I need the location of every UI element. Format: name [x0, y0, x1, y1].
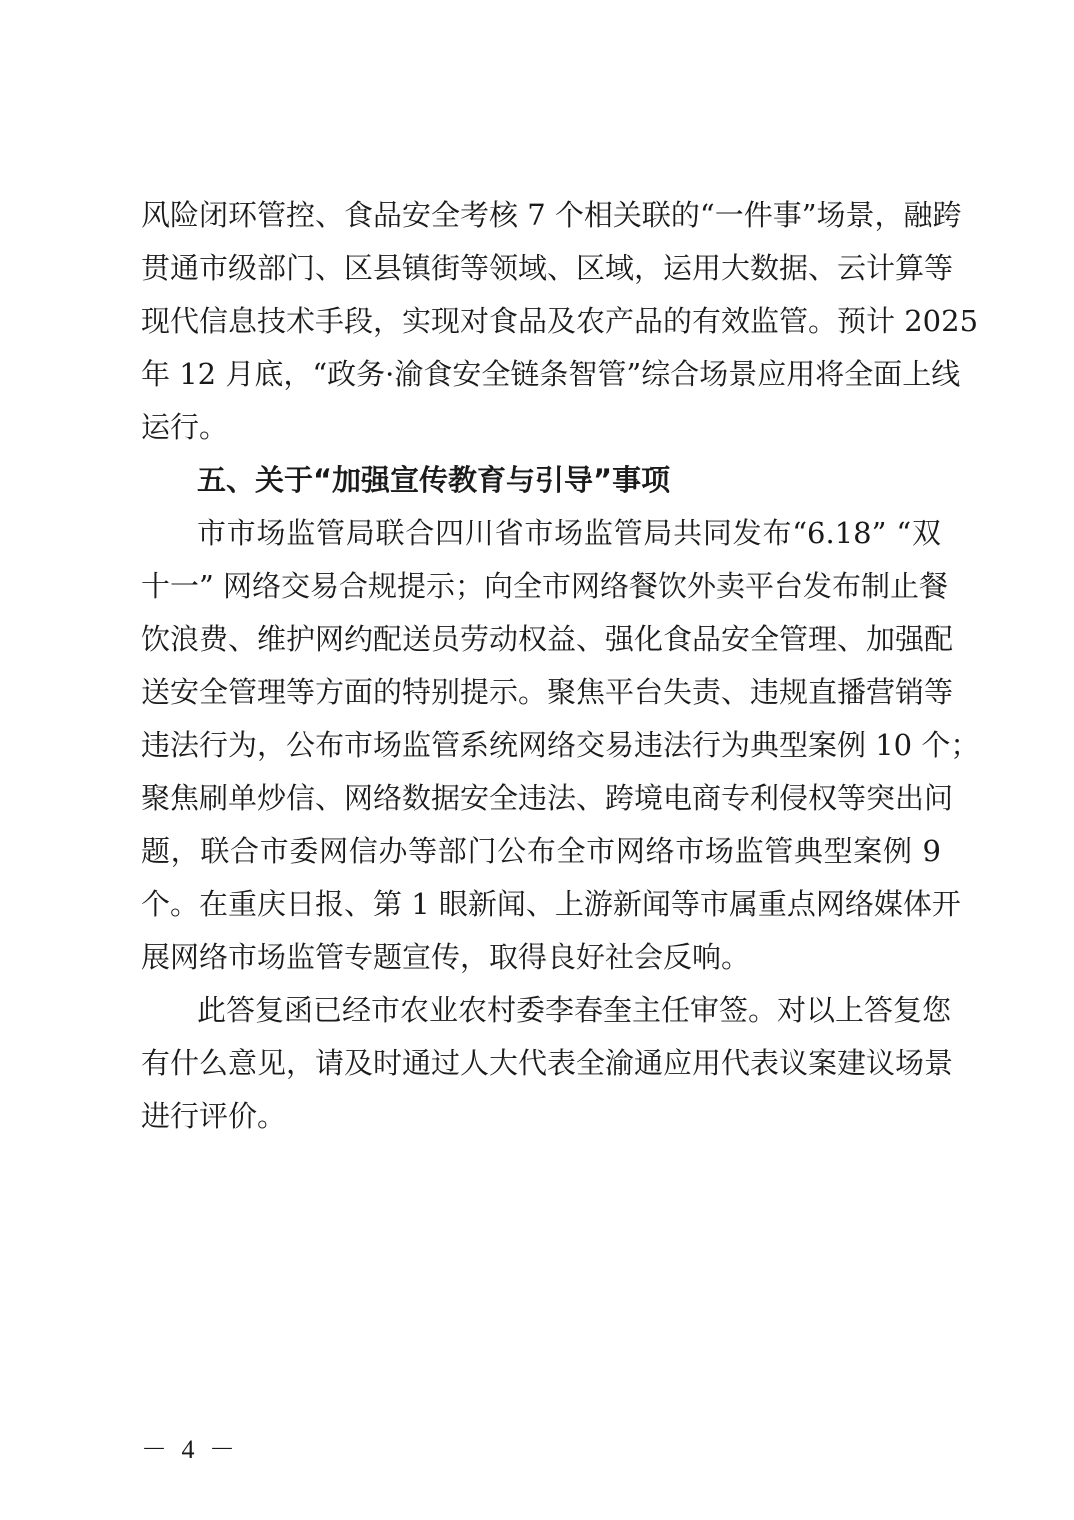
paragraph-line: 进行评价。: [141, 1099, 287, 1133]
paragraph-line: 展网络市场监管专题宣传，取得良好社会反响。: [141, 940, 751, 974]
paragraph-line: 现代信息技术手段，实现对食品及农产品的有效监管。预计 2025: [141, 304, 979, 338]
paragraph-line: 此答复函已经市农业农村委李春奎主任审签。对以上答复您: [197, 993, 952, 1027]
paragraph-line: 有什么意见，请及时通过人大代表全渝通应用代表议案建议场景: [141, 1046, 954, 1080]
paragraph-line: 市市场监管局联合四川省市场监管局共同发布“6.18” “双: [197, 516, 941, 550]
page-number: － 4 －: [141, 1435, 240, 1464]
paragraph-line: 十一” 网络交易合规提示；向全市网络餐饮外卖平台发布制止餐: [141, 569, 949, 603]
paragraph-line: 饮浪费、维护网约配送员劳动权益、强化食品安全管理、加强配: [141, 622, 954, 656]
paragraph-line: 个。在重庆日报、第 1 眼新闻、上游新闻等市属重点网络媒体开: [141, 887, 961, 921]
paragraph-line: 送安全管理等方面的特别提示。聚焦平台失责、违规直播营销等: [141, 675, 954, 709]
paragraph-line: 题，联合市委网信办等部门公布全市网络市场监管典型案例 9: [141, 834, 941, 868]
paragraph-line: 风险闭环管控、食品安全考核 7 个相关联的“一件事”场景，融跨: [141, 198, 962, 232]
paragraph-line: 年 12 月底，“政务·渝食安全链条智管”综合场景应用将全面上线: [141, 357, 961, 391]
section-heading: 五、关于“加强宣传教育与引导”事项: [197, 463, 671, 497]
paragraph-line: 聚焦刷单炒信、网络数据安全违法、跨境电商专利侵权等突出问: [141, 781, 954, 815]
paragraph-line: 违法行为，公布市场监管系统网络交易违法行为典型案例 10 个；: [141, 728, 980, 762]
paragraph-line: 运行。: [141, 410, 229, 444]
paragraph-line: 贯通市级部门、区县镇街等领域、区域，运用大数据、云计算等: [141, 251, 954, 285]
